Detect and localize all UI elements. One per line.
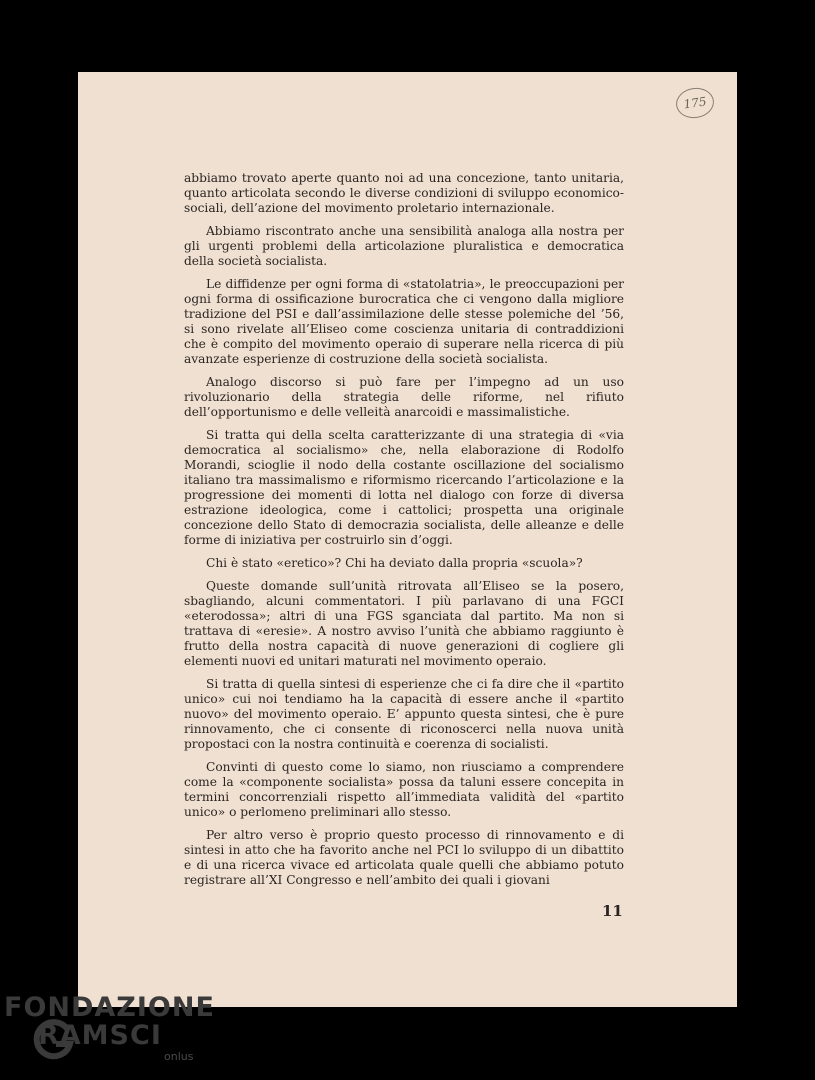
fondazione-gramsci-watermark <box>4 992 215 1074</box>
paragraph: Abbiamo riscontrato anche una sensibilità analoga alla nostra per gli urgenti problemi della articolazione pluralistica e democratica della società socialista. <box>184 224 624 268</box>
paragraph: Queste domande sull’unità ritrovata all’Eliseo se la posero, sbagliando, alcuni commentatori. I più parlavano di una FGCI «eterodossa»; altri di una FGS sganciata dal partito. Ma non si trattava di «eresie». A nostro avviso l’unità che abbiamo raggiunto è frutto della nostra capacità di nuove generazioni di cogliere gli elementi nuovi ed unitari maturati nel movimento operaio. <box>184 579 624 668</box>
document-page <box>78 72 737 1007</box>
watermark-line2: RAMSCI <box>38 1020 162 1051</box>
paragraph: Si tratta qui della scelta caratterizzante di una strategia di «via democratica al socialismo» che, nella elaborazione di Rodolfo Morandi, scioglie il nodo della costante oscillazione del socialismo italiano tra massimalismo e riformismo ricercando l’articolazione e la progressione dei momenti di lotta nel dialogo con forze di diversa estrazione ideologica, come i cattolici; prospetta una originale concezione dello Stato di democrazia socialista, delle alleanze e delle forme di iniziativa per costruirlo sin d’oggi. <box>184 428 624 547</box>
paragraph: Analogo discorso si può fare per l’impegno ad un uso rivoluzionario della strategia delle riforme, nel rifiuto dell’opportunismo e delle velleità anarcoidi e massimalistiche. <box>184 375 624 419</box>
paragraph: Le diffidenze per ogni forma di «statolatria», le preoccupazioni per ogni forma di ossificazione burocratica che ci vengono dalla migliore tradizione del PSI e dall’assimilazione delle stesse polemiche del ’56, si sono rivelate all’Eliseo come coscienza unitaria di contraddizioni che è compito del movimento operaio di superare nella ricerca di più avanzate esperienze di costruzione della società socialista. <box>184 277 624 366</box>
body-text <box>184 171 624 896</box>
watermark-line1: FONDAZIONE <box>4 992 215 1023</box>
paragraph: Chi è stato «eretico»? Chi ha deviato dalla propria «scuola»? <box>206 556 583 570</box>
archive-stamp: 175 <box>674 86 716 121</box>
paragraph: Per altro verso è proprio questo processo di rinnovamento e di sintesi in atto che ha favorito anche nel PCI lo sviluppo di un dibattito e di una ricerca vivace ed articolata quale quelli che abbiamo potuto registrare all’XI Congresso e nell’ambito dei quali i giovani <box>184 828 624 887</box>
paragraph: abbiamo trovato aperte quanto noi ad una concezione, tanto unitaria, quanto articolata secondo le diverse condizioni di sviluppo economico-sociali, dell’azione del movimento proletario internazionale. <box>184 171 624 215</box>
paragraph: Convinti di questo come lo siamo, non riusciamo a comprendere come la «componente socialista» possa da taluni essere concepita in termini concorrenziali rispetto all’immediata validità del «partito unico» o perlomeno preliminari allo stesso. <box>184 760 624 819</box>
paragraph: Si tratta di quella sintesi di esperienze che ci fa dire che il «partito unico» cui noi tendiamo ha la capacità di essere anche il «partito nuovo» del movimento operaio. E’ appunto questa sintesi, che è pure rinnovamento, che ci consente di riconoscerci nella nuova unità propostaci con la nostra continuità e coerenza di socialisti. <box>184 677 624 751</box>
watermark-sub: onlus <box>164 1050 194 1063</box>
page-number: 11 <box>602 902 623 920</box>
